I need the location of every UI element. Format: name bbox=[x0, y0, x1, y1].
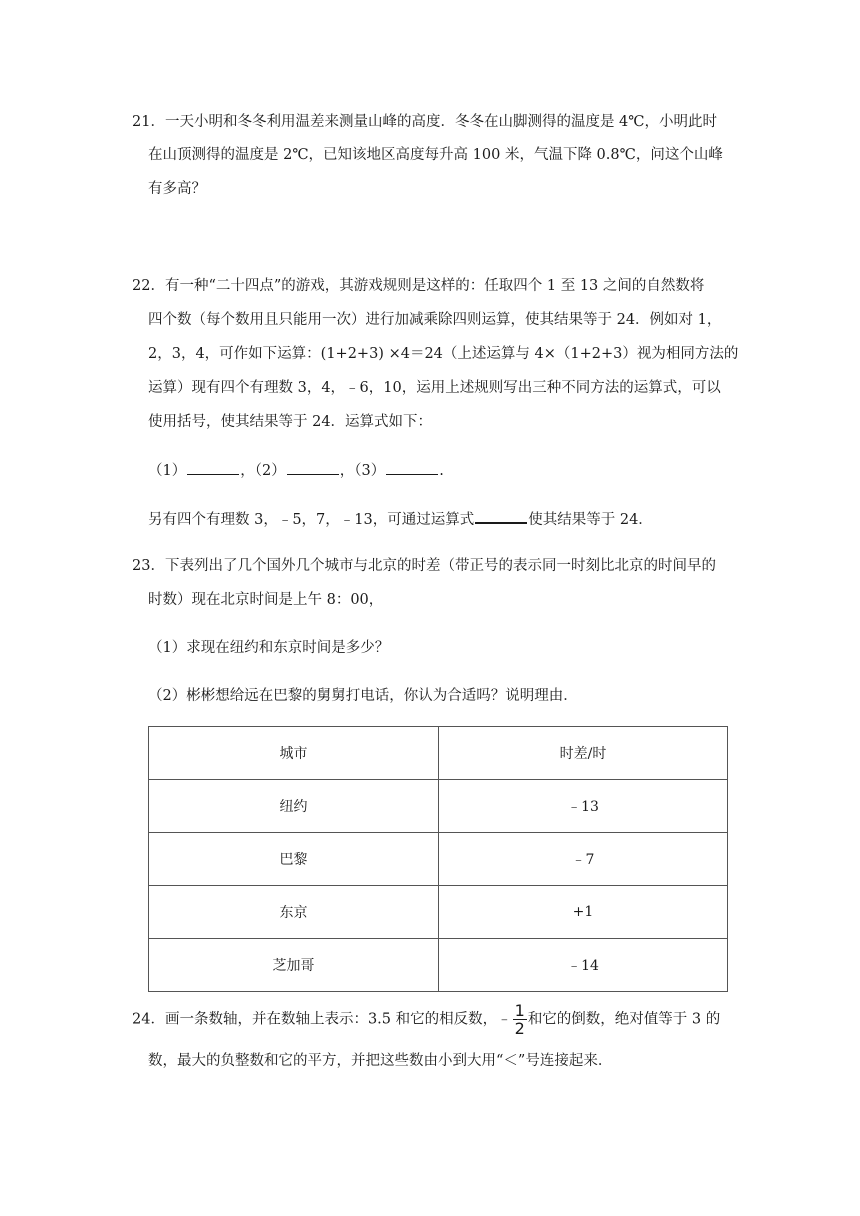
q22-answer-blank-2[interactable] bbox=[287, 460, 339, 475]
q24-line-2: 数，最大的负整数和它的平方，并把这些数由小到大用“＜”号连接起来． bbox=[148, 1053, 613, 1069]
table-row bbox=[149, 833, 728, 886]
table-cell-diff: ﹣14 bbox=[439, 939, 728, 992]
fraction-numerator: 1 bbox=[514, 1001, 525, 1020]
fraction-denominator: 2 bbox=[514, 1019, 525, 1038]
q24-line-1-post: 和它的倒数，绝对值等于 3 的 bbox=[527, 1011, 721, 1028]
q21-line-1: 21．一天小明和冬冬利用温差来测量山峰的高度．冬冬在山脚测得的温度是 4℃，小明此时 bbox=[132, 114, 718, 130]
q22-blank-end: . bbox=[439, 463, 444, 479]
q22-line-2: 四个数（每个数用且只能用一次）进行加减乘除四则运算，使其结果等于 24．例如对 1， bbox=[148, 312, 722, 328]
q23-line-1: 23．下表列出了几个国外几个城市与北京的时差（带正号的表示同一时刻比北京的时间早的 bbox=[132, 558, 716, 574]
q22-line-7-pre: 另有四个有理数 3，﹣5，7，﹣13，可通过运算式 bbox=[148, 512, 475, 528]
table-header-city: 城市 bbox=[149, 727, 439, 780]
q21-line-3: 有多高？ bbox=[148, 181, 206, 197]
q24-line-1 bbox=[132, 1002, 720, 1037]
table-header-row bbox=[149, 727, 728, 780]
q22-answer-blank-4[interactable] bbox=[475, 508, 527, 524]
table-cell-diff: +1 bbox=[439, 886, 728, 939]
table-cell-city: 芝加哥 bbox=[149, 939, 439, 992]
table-cell-diff: ﹣13 bbox=[439, 780, 728, 833]
q22-blank-3-label: ，（3） bbox=[339, 463, 386, 479]
q22-line-7-post: 使其结果等于 24． bbox=[528, 512, 653, 528]
time-difference-table bbox=[148, 726, 728, 992]
q23-line-2: 时数）现在北京时间是上午 8：00， bbox=[148, 592, 384, 608]
q22-blank-2-label: ，（2） bbox=[240, 463, 286, 479]
q22-line-3: 2，3，4，可作如下运算：(1+2+3) ×4＝24（上述运算与 4×（1+2+3）视为相同方法的 bbox=[148, 346, 739, 362]
table-row bbox=[149, 939, 728, 992]
q23-sub-1: （1）求现在纽约和东京时间是多少？ bbox=[148, 640, 390, 656]
q22-line-7 bbox=[148, 508, 653, 530]
table-cell-city: 纽约 bbox=[149, 780, 439, 833]
q24-line-1-pre: 24．画一条数轴，并在数轴上表示：3.5 和它的相反数，﹣ bbox=[132, 1011, 512, 1028]
q22-line-1: 22．有一种“二十四点”的游戏，其游戏规则是这样的：任取四个 1 至 13 之间的自然数将 bbox=[132, 278, 705, 294]
table-header-diff: 时差/时 bbox=[439, 727, 728, 780]
q22-blank-1-label: （1） bbox=[148, 463, 187, 479]
q22-answer-blank-1[interactable] bbox=[187, 460, 239, 475]
table-cell-city: 东京 bbox=[149, 886, 439, 939]
q22-line-5: 使用括号，使其结果等于 24．运算式如下： bbox=[148, 414, 433, 430]
q23-sub-2: （2）彬彬想给远在巴黎的舅舅打电话，你认为合适吗？说明理由． bbox=[148, 688, 578, 704]
q22-line-4: 运算）现有四个有理数 3，4，﹣6，10，运用上述规则写出三种不同方法的运算式，可以 bbox=[148, 380, 721, 396]
q21-line-2: 在山顶测得的温度是 2℃，已知该地区高度每升高 100 米，气温下降 0.8℃，问这个山峰 bbox=[148, 147, 723, 163]
table-cell-diff: ﹣7 bbox=[439, 833, 728, 886]
table-row bbox=[149, 886, 728, 939]
q22-blanks-row bbox=[148, 460, 444, 481]
q22-answer-blank-3[interactable] bbox=[386, 460, 438, 475]
fraction-one-half bbox=[513, 1002, 527, 1037]
table-cell-city: 巴黎 bbox=[149, 833, 439, 886]
table-row bbox=[149, 780, 728, 833]
